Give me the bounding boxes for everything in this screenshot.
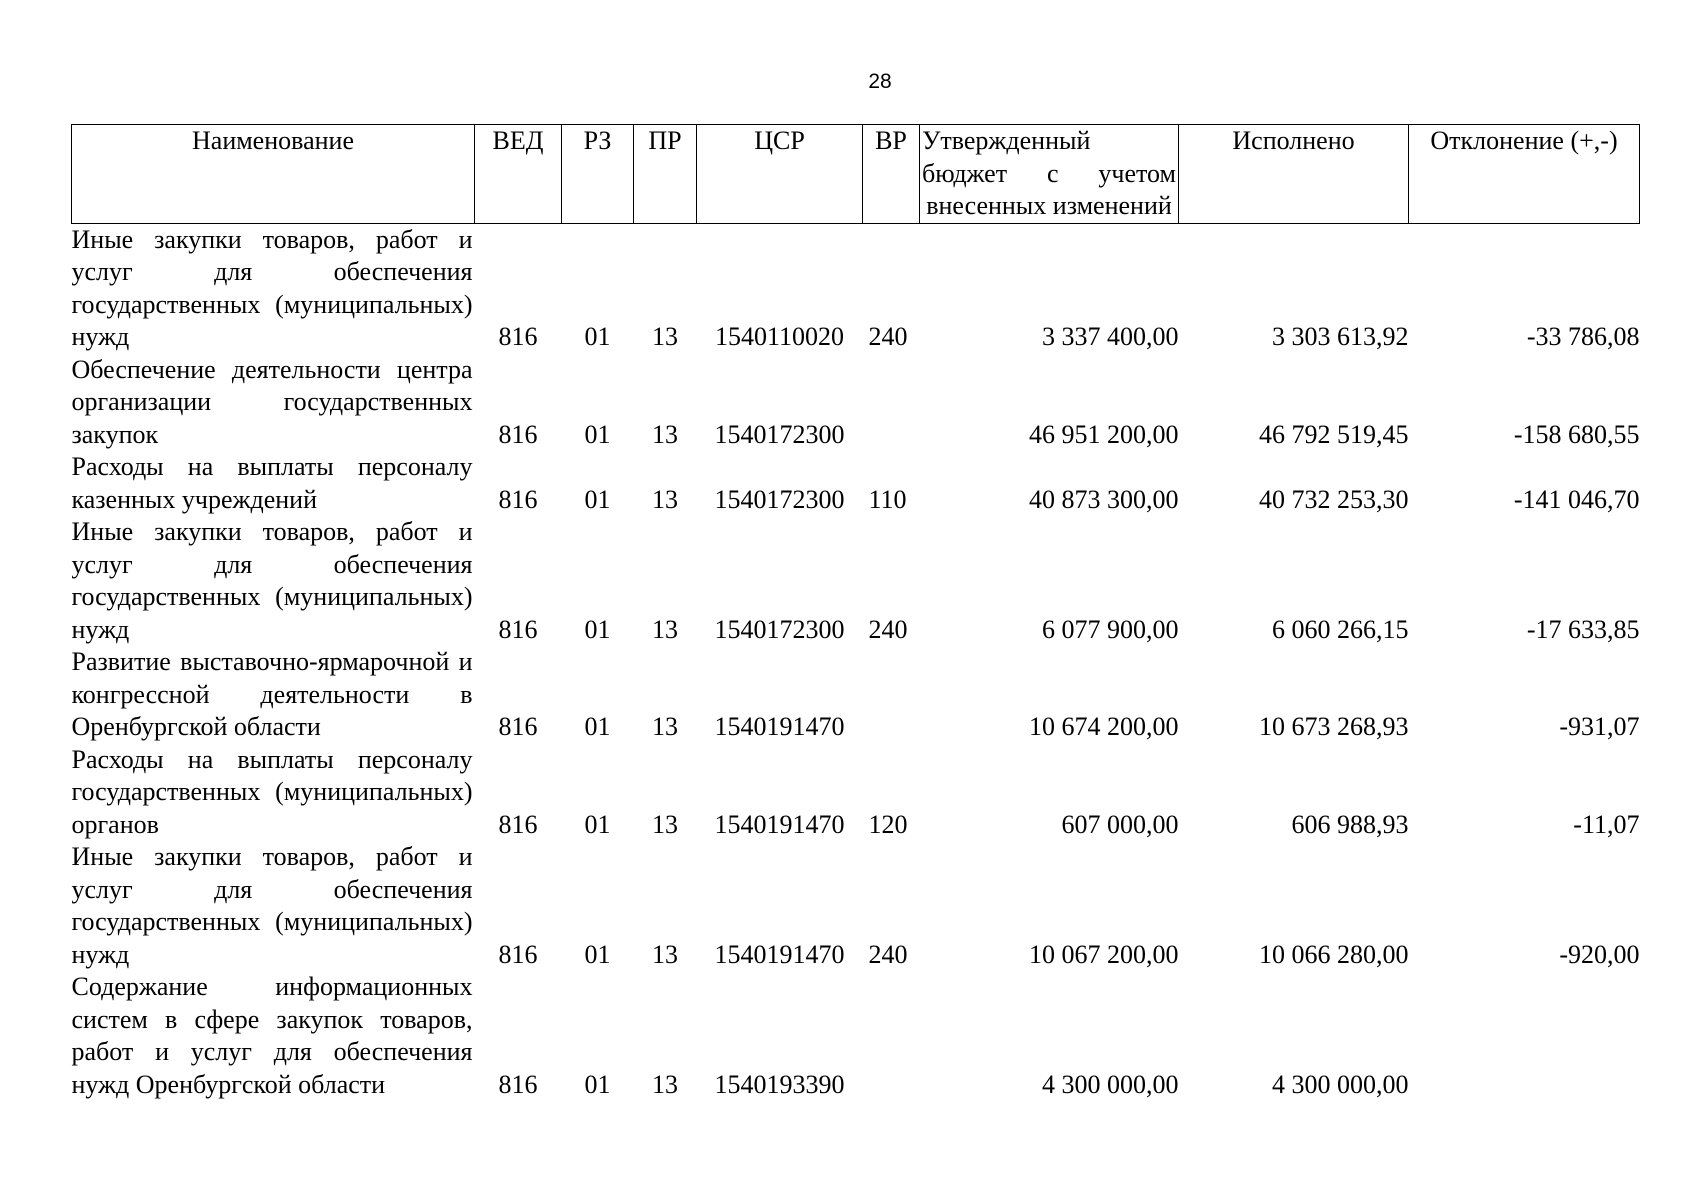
row-pr: 13 — [652, 484, 678, 514]
row-approved: 4 300 000,00 — [1042, 1069, 1179, 1099]
header-rz: РЗ — [562, 125, 634, 224]
row-executed: 10 673 268,93 — [1259, 712, 1409, 741]
row-approved: 46 951 200,00 — [1029, 419, 1179, 449]
row-name: Иные закупки товаров, работ и услуг для обеспечения государственных (муниципальных) нужд — [71, 517, 473, 644]
row-pr: 13 — [652, 712, 678, 741]
row-approved: 3 337 400,00 — [1042, 322, 1179, 351]
row-vr: 240 — [868, 322, 908, 351]
row-rz: 01 — [584, 484, 611, 514]
row-deviation — [1409, 971, 1640, 1101]
row-rz: 01 — [584, 322, 611, 351]
row-ved: 816 — [498, 419, 538, 449]
row-vr: 240 — [868, 939, 908, 969]
row-rz: 01 — [584, 614, 611, 644]
row-approved: 10 067 200,00 — [1029, 939, 1179, 969]
row-ved: 816 — [498, 614, 538, 644]
table-row — [72, 744, 1640, 842]
row-executed: 6 060 266,15 — [1272, 614, 1409, 644]
row-ved: 816 — [498, 1069, 538, 1099]
row-pr: 13 — [652, 322, 678, 351]
header-vr: ВР — [863, 125, 920, 224]
row-deviation: -920,00 — [1559, 939, 1640, 969]
row-ved: 816 — [498, 939, 538, 969]
row-vr: 120 — [868, 809, 908, 839]
row-vr: 110 — [868, 484, 907, 514]
row-rz: 01 — [584, 809, 611, 839]
row-vr — [863, 354, 920, 452]
row-deviation: -141 046,70 — [1513, 484, 1640, 514]
row-csr: 1540191470 — [714, 809, 845, 839]
row-name: Расходы на выплаты персоналу казенных учреждений — [71, 452, 473, 514]
row-deviation: -931,07 — [1559, 712, 1640, 741]
row-approved: 607 000,00 — [1061, 809, 1179, 839]
page-number: 28 — [868, 70, 892, 93]
row-rz: 01 — [584, 1069, 611, 1099]
row-executed: 4 300 000,00 — [1272, 1069, 1409, 1099]
table-body — [72, 223, 1640, 1101]
row-csr: 1540110020 — [714, 322, 845, 351]
table-row — [72, 971, 1640, 1101]
header-approved: Утвержденный бюджет с учетом внесенных изменений — [920, 125, 1179, 224]
header-pr: ПР — [634, 125, 697, 224]
row-vr — [863, 971, 920, 1101]
row-vr: 240 — [868, 614, 908, 644]
row-name: Развитие выставочно-ярмарочной и конгрессной деятельности в Оренбургской области — [71, 647, 473, 741]
header-executed: Исполнено — [1179, 125, 1409, 224]
row-ved: 816 — [498, 484, 538, 514]
row-executed: 40 732 253,30 — [1259, 484, 1409, 514]
row-deviation: -33 786,08 — [1526, 322, 1640, 351]
row-name: Обеспечение деятельности центра организации государственных закупок — [71, 354, 473, 449]
table-row — [72, 516, 1640, 646]
row-deviation: -17 633,85 — [1526, 614, 1640, 644]
row-deviation: -11,07 — [1573, 809, 1640, 839]
table-header — [72, 125, 1640, 224]
header-deviation: Отклонение (+,-) — [1409, 125, 1640, 224]
budget-table — [71, 124, 1640, 1101]
row-rz: 01 — [584, 939, 611, 969]
row-rz: 01 — [584, 419, 611, 449]
row-executed: 10 066 280,00 — [1259, 939, 1409, 969]
row-deviation: -158 680,55 — [1513, 419, 1640, 449]
row-name: Иные закупки товаров, работ и услуг для обеспечения государственных (муниципальных) нужд — [71, 224, 473, 351]
row-csr: 1540193390 — [714, 1069, 845, 1099]
header-ved: ВЕД — [475, 125, 562, 224]
row-name: Расходы на выплаты персоналу государственных (муниципальных) органов — [71, 744, 473, 839]
row-name: Содержание информационных систем в сфере закупок товаров, работ и услуг для обеспечения нужд Оренбургской области — [71, 972, 473, 1099]
row-approved: 40 873 300,00 — [1029, 484, 1179, 514]
row-executed: 606 988,93 — [1291, 809, 1409, 839]
table-row — [72, 451, 1640, 516]
row-approved: 10 674 200,00 — [1029, 712, 1179, 741]
row-vr — [863, 646, 920, 744]
row-csr: 1540172300 — [714, 614, 845, 644]
table-row — [72, 841, 1640, 971]
row-executed: 46 792 519,45 — [1259, 419, 1409, 449]
row-ved: 816 — [498, 809, 538, 839]
row-csr: 1540191470 — [714, 939, 845, 969]
row-pr: 13 — [652, 1069, 678, 1099]
table-row — [72, 646, 1640, 744]
header-name: Наименование — [72, 125, 475, 224]
row-ved: 816 — [498, 712, 538, 741]
header-csr: ЦСР — [697, 125, 863, 224]
row-rz: 01 — [584, 712, 611, 741]
row-pr: 13 — [652, 419, 678, 449]
row-pr: 13 — [652, 939, 678, 969]
row-ved: 816 — [498, 322, 538, 351]
row-csr: 1540191470 — [714, 712, 845, 741]
row-pr: 13 — [652, 809, 678, 839]
row-csr: 1540172300 — [714, 484, 845, 514]
row-executed: 3 303 613,92 — [1272, 322, 1409, 351]
row-pr: 13 — [652, 614, 678, 644]
table-row — [72, 223, 1640, 354]
row-approved: 6 077 900,00 — [1042, 614, 1179, 644]
table-row — [72, 354, 1640, 452]
row-csr: 1540172300 — [714, 419, 845, 449]
row-name: Иные закупки товаров, работ и услуг для обеспечения государственных (муниципальных) нужд — [71, 842, 473, 969]
